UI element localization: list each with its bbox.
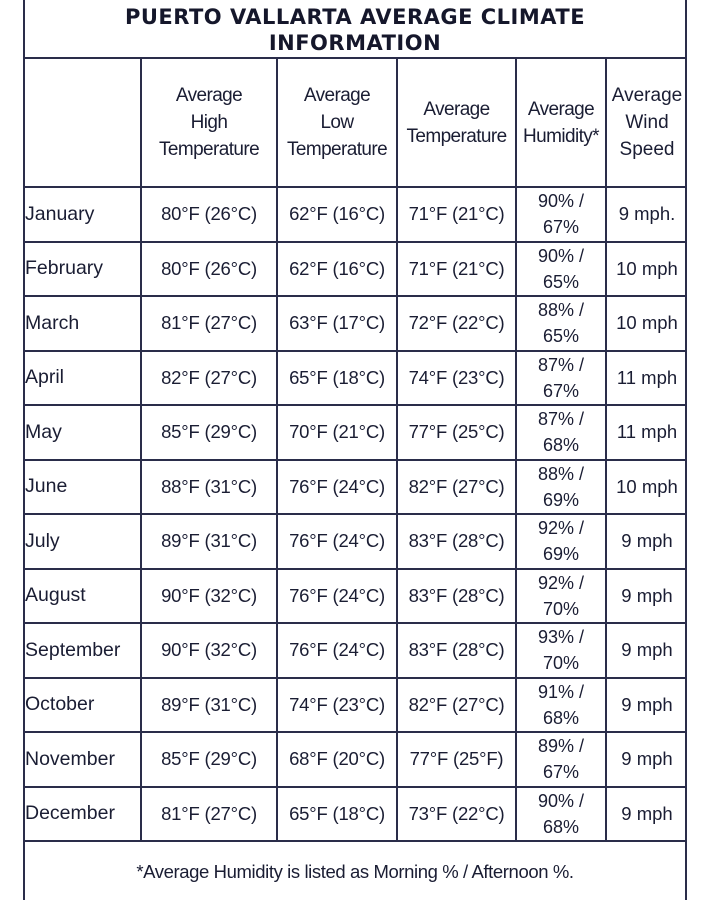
- header-line: Average: [423, 98, 490, 120]
- humidity-footnote: *Average Humidity is listed as Morning % / Afternoon %.: [136, 861, 574, 882]
- avg-temp-cell: 83°F (28°C): [397, 623, 516, 678]
- table-row: [25, 242, 687, 297]
- table-row: [25, 514, 687, 569]
- low-temp-cell: 76°F (24°C): [277, 569, 397, 624]
- high-temp-cell: 89°F (31°C): [141, 514, 277, 569]
- low-temp-cell: 68°F (20°C): [277, 732, 397, 787]
- header-line: Temperature: [286, 139, 388, 160]
- humidity-morning: 88% /: [537, 300, 585, 321]
- avg-temp-cell: 83°F (28°C): [397, 514, 516, 569]
- high-temp-cell: 85°F (29°C): [141, 405, 277, 460]
- low-temp-cell: 74°F (23°C): [277, 678, 397, 733]
- humidity-morning: 92% /: [537, 572, 585, 593]
- avg-temp-cell: 71°F (21°C): [397, 187, 516, 242]
- high-temp-cell: 89°F (31°C): [141, 678, 277, 733]
- humidity-morning: 87% /: [537, 409, 585, 430]
- header-line: Average: [527, 98, 595, 120]
- avg-temp-cell: 72°F (22°C): [397, 296, 516, 351]
- humidity-afternoon: 70%: [542, 598, 580, 619]
- humidity-morning: 90% /: [537, 790, 585, 811]
- humidity-afternoon: 69%: [542, 489, 580, 510]
- humidity-morning: 91% /: [537, 681, 585, 702]
- humidity-morning: 93% /: [537, 627, 585, 648]
- wind-speed-cell: 10 mph: [606, 460, 687, 515]
- high-temp-cell: 81°F (27°C): [141, 787, 277, 842]
- header-avg-temp: [397, 59, 516, 187]
- humidity-cell: [516, 460, 606, 515]
- low-temp-cell: 65°F (18°C): [277, 351, 397, 406]
- month-cell: March: [25, 296, 141, 351]
- humidity-afternoon: 65%: [542, 271, 580, 292]
- humidity-afternoon: 67%: [542, 762, 580, 783]
- humidity-afternoon: 68%: [542, 435, 580, 456]
- humidity-cell: [516, 187, 606, 242]
- humidity-morning: 89% /: [537, 736, 585, 757]
- month-cell: April: [25, 351, 141, 406]
- header-low-temp: [277, 59, 397, 187]
- low-temp-cell: 63°F (17°C): [277, 296, 397, 351]
- wind-speed-cell: 9 mph: [606, 787, 687, 842]
- low-temp-cell: 70°F (21°C): [277, 405, 397, 460]
- humidity-morning: 90% /: [537, 245, 585, 266]
- humidity-afternoon: 68%: [542, 816, 580, 837]
- table-row: [25, 351, 687, 406]
- humidity-morning: 92% /: [537, 518, 585, 539]
- table-body: [25, 187, 687, 841]
- avg-temp-cell: 83°F (28°C): [397, 569, 516, 624]
- month-cell: July: [25, 514, 141, 569]
- humidity-morning: 87% /: [537, 354, 585, 375]
- avg-temp-cell: 77°F (25°F): [397, 732, 516, 787]
- table-row: [25, 787, 687, 842]
- avg-temp-cell: 82°F (27°C): [397, 460, 516, 515]
- low-temp-cell: 62°F (16°C): [277, 187, 397, 242]
- humidity-cell: [516, 351, 606, 406]
- wind-speed-cell: 9 mph: [606, 569, 687, 624]
- table-row: [25, 678, 687, 733]
- humidity-afternoon: 67%: [542, 217, 580, 238]
- table-header-row: [25, 59, 687, 187]
- title-line-1: PUERTO VALLARTA AVERAGE CLIMATE: [124, 5, 586, 29]
- header-line: Temperature: [158, 139, 260, 160]
- header-line: Low: [320, 112, 354, 133]
- header-line: Average: [175, 85, 243, 106]
- humidity-cell: [516, 242, 606, 297]
- avg-temp-cell: 82°F (27°C): [397, 678, 516, 733]
- table-row: [25, 732, 687, 787]
- header-humidity: [516, 59, 606, 187]
- climate-sheet: [23, 0, 687, 900]
- humidity-morning: 88% /: [537, 463, 585, 484]
- low-temp-cell: 62°F (16°C): [277, 242, 397, 297]
- humidity-cell: [516, 569, 606, 624]
- page-title: [25, 0, 685, 59]
- month-cell: August: [25, 569, 141, 624]
- high-temp-cell: 88°F (31°C): [141, 460, 277, 515]
- avg-temp-cell: 71°F (21°C): [397, 242, 516, 297]
- wind-speed-cell: 10 mph: [606, 242, 687, 297]
- avg-temp-cell: 73°F (22°C): [397, 787, 516, 842]
- header-line: Average: [611, 85, 683, 106]
- header-line: Speed: [619, 139, 675, 160]
- header-line: Wind: [625, 112, 669, 133]
- header-line: High: [190, 112, 228, 133]
- avg-temp-cell: 77°F (25°C): [397, 405, 516, 460]
- humidity-cell: [516, 678, 606, 733]
- low-temp-cell: 76°F (24°C): [277, 623, 397, 678]
- header-high-temp: [141, 59, 277, 187]
- high-temp-cell: 90°F (32°C): [141, 569, 277, 624]
- table-row: [25, 623, 687, 678]
- month-cell: May: [25, 405, 141, 460]
- humidity-cell: [516, 623, 606, 678]
- low-temp-cell: 76°F (24°C): [277, 514, 397, 569]
- table-row: [25, 296, 687, 351]
- month-cell: September: [25, 623, 141, 678]
- avg-temp-cell: 74°F (23°C): [397, 351, 516, 406]
- humidity-cell: [516, 514, 606, 569]
- header-month: [25, 59, 141, 187]
- month-cell: November: [25, 732, 141, 787]
- wind-speed-cell: 9 mph: [606, 514, 687, 569]
- table-row: [25, 187, 687, 242]
- wind-speed-cell: 11 mph: [606, 351, 687, 406]
- table-row: [25, 569, 687, 624]
- header-line: Temperature: [406, 125, 507, 147]
- table-row: [25, 405, 687, 460]
- humidity-cell: [516, 405, 606, 460]
- wind-speed-cell: 11 mph: [606, 405, 687, 460]
- high-temp-cell: 90°F (32°C): [141, 623, 277, 678]
- high-temp-cell: 80°F (26°C): [141, 242, 277, 297]
- wind-speed-cell: 9 mph: [606, 678, 687, 733]
- humidity-afternoon: 67%: [542, 380, 580, 401]
- wind-speed-cell: 9 mph: [606, 623, 687, 678]
- humidity-afternoon: 70%: [542, 653, 580, 674]
- table-row: [25, 460, 687, 515]
- header-line: Average: [303, 85, 371, 106]
- humidity-afternoon: 69%: [542, 544, 580, 565]
- month-cell: December: [25, 787, 141, 842]
- month-cell: October: [25, 678, 141, 733]
- high-temp-cell: 80°F (26°C): [141, 187, 277, 242]
- title-line-2: INFORMATION: [268, 31, 442, 55]
- high-temp-cell: 82°F (27°C): [141, 351, 277, 406]
- low-temp-cell: 76°F (24°C): [277, 460, 397, 515]
- humidity-morning: 90% /: [537, 191, 585, 212]
- humidity-afternoon: 65%: [542, 326, 580, 347]
- header-line: Humidity*: [523, 125, 599, 147]
- humidity-afternoon: 68%: [542, 707, 580, 728]
- humidity-cell: [516, 732, 606, 787]
- climate-table: [25, 59, 687, 842]
- month-cell: January: [25, 187, 141, 242]
- wind-speed-cell: 9 mph.: [606, 187, 687, 242]
- low-temp-cell: 65°F (18°C): [277, 787, 397, 842]
- humidity-cell: [516, 787, 606, 842]
- humidity-cell: [516, 296, 606, 351]
- header-wind-speed: [606, 59, 687, 187]
- month-cell: June: [25, 460, 141, 515]
- high-temp-cell: 81°F (27°C): [141, 296, 277, 351]
- high-temp-cell: 85°F (29°C): [141, 732, 277, 787]
- wind-speed-cell: 10 mph: [606, 296, 687, 351]
- wind-speed-cell: 9 mph: [606, 732, 687, 787]
- month-cell: February: [25, 242, 141, 297]
